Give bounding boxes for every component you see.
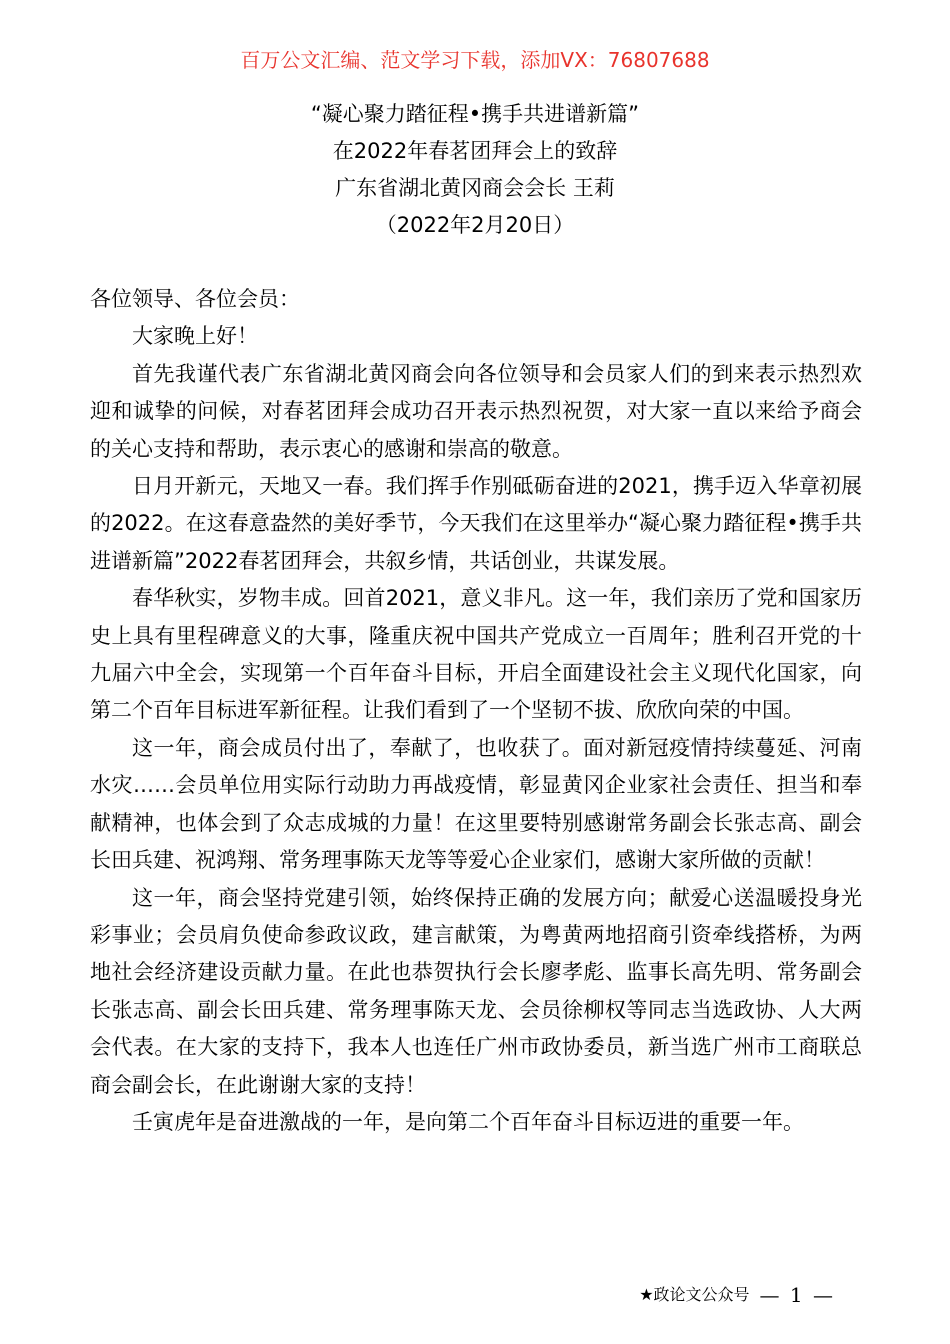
speaker-line: 广东省湖北黄冈商会会长 王莉 bbox=[335, 176, 615, 200]
page-footer bbox=[639, 1283, 835, 1307]
page-number: — 1 — bbox=[759, 1283, 835, 1307]
document-title-block bbox=[0, 96, 950, 244]
paragraph-review-2021: 春华秋实，岁物丰成。回首2021，意义非凡。这一年，我们亲历了党和国家历史上具有里程碑意义的大事，隆重庆祝中国共产党成立一百周年；胜利召开党的十九届六中全会，实现第一个百年奋斗目标，开启全面建设社会主义现代化国家，向第二个百年目标进军新征程。让我们看到了一个坚韧不拔、欣欣向荣的中国。 bbox=[90, 586, 862, 723]
paragraph-greeting: 大家晚上好！ bbox=[132, 324, 258, 349]
speech-body bbox=[90, 281, 862, 1141]
salutation: 各位领导、各位会员： bbox=[90, 287, 300, 311]
paragraph-member-contributions: 这一年，商会成员付出了，奉献了，也收获了。面对新冠疫情持续蔓延、河南水灾……会员单位用实际行动助力再战疫情，彰显黄冈企业家社会责任、担当和奉献精神，也体会到了众志成城的力量！在这里要特别感谢常务副会长张志高、副会长田兵建、祝鸿翔、常务理事陈天龙等等爱心企业家们，感谢大家所做的贡献！ bbox=[90, 735, 862, 873]
paragraph-party-building: 这一年，商会坚持党建引领，始终保持正确的发展方向；献爱心送温暖投身光彩事业；会员肩负使命参政议政，建言献策，为粤黄两地招商引资牵线搭桥，为两地社会经济建设贡献力量。在此也恭贺执行会长廖孝彪、监事长高先明、常务副会长张志高、副会长田兵建、常务理事陈天龙、会员徐柳权等同志当选政协、人大两会代表。在大家的支持下，我本人也连任广州市政协委员，新当选广州市工商联总商会副会长，在此谢谢大家的支持！ bbox=[90, 885, 862, 1097]
paragraph-new-year: 日月开新元，天地又一春。我们挥手作别砥砺奋进的2021，携手迈入华章初展的2022。在这春意盎然的美好季节，今天我们在这里举办“凝心聚力踏征程•携手共进谱新篇”2022春茗团拜会，共叙乡情，共话创业，共谋发展。 bbox=[90, 474, 862, 573]
speech-occasion-title: 在2022年春茗团拜会上的致辞 bbox=[332, 139, 618, 163]
speech-theme-title: “凝心聚力踏征程•携手共进谱新篇” bbox=[310, 102, 640, 126]
paragraph-tiger-year: 壬寅虎年是奋进激战的一年，是向第二个百年奋斗目标迈进的重要一年。 bbox=[132, 1109, 804, 1134]
footer-source: ★政论文公众号 bbox=[639, 1285, 750, 1304]
download-banner: 百万公文汇编、范文学习下载，添加VX：76807688 bbox=[240, 48, 710, 72]
speech-date: （2022年2月20日） bbox=[375, 213, 575, 237]
paragraph-welcome: 首先我谨代表广东省湖北黄冈商会向各位领导和会员家人们的到来表示热烈欢迎和诚挚的问候，对春茗团拜会成功召开表示热烈祝贺，对大家一直以来给予商会的关心支持和帮助，表示衷心的感谢和崇高的敬意。 bbox=[90, 361, 862, 461]
